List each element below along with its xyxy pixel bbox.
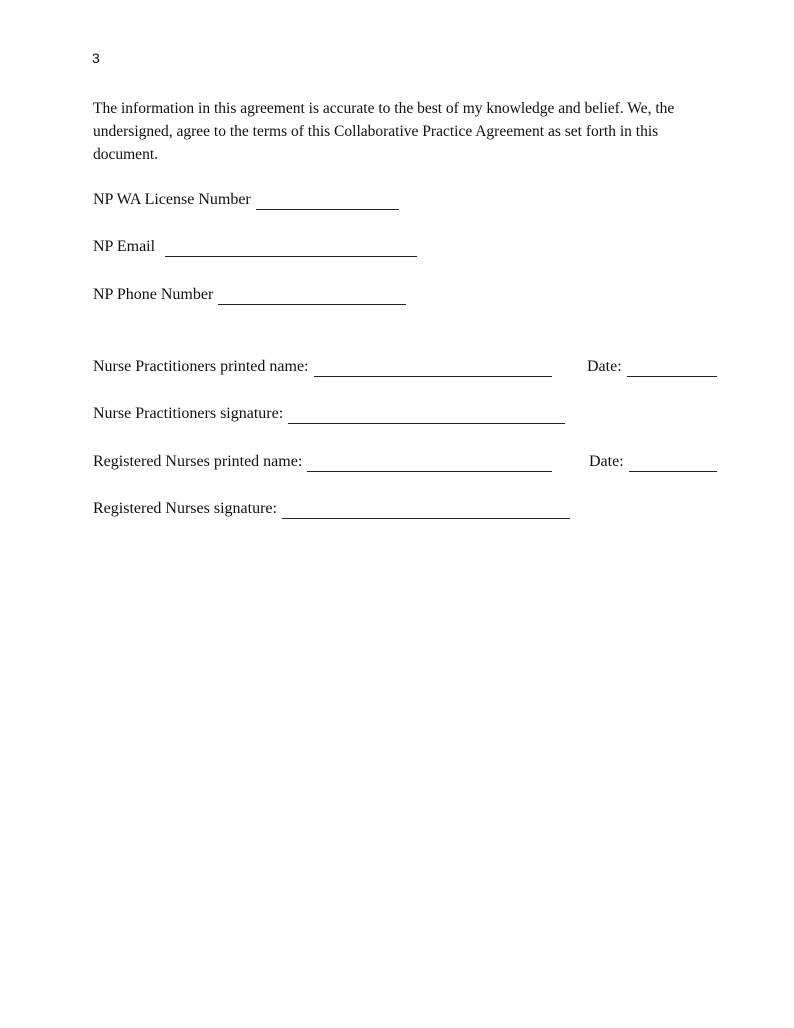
rn-printed-name-line[interactable] (307, 455, 552, 472)
np-email-field (93, 237, 417, 257)
np-date-label: Date: (587, 358, 622, 375)
np-signature-label: Nurse Practitioners signature: (93, 405, 284, 422)
np-email-line[interactable] (165, 240, 417, 257)
np-license-label: NP WA License Number (93, 191, 251, 208)
rn-signature-field (93, 499, 570, 519)
rn-signature-label: Registered Nurses signature: (93, 500, 277, 517)
np-phone-label: NP Phone Number (93, 286, 214, 303)
np-printed-name-field (93, 357, 552, 377)
rn-signature-line[interactable] (282, 502, 570, 519)
np-phone-field (93, 285, 406, 305)
np-license-line[interactable] (256, 193, 399, 210)
np-phone-line[interactable] (218, 288, 406, 305)
np-signature-field (93, 404, 565, 424)
agreement-statement: The information in this agreement is accurate to the best of my knowledge and belief. We, the undersigned, agree to the terms of this Collaborative Practice Agreement as set forth in this document. (93, 100, 675, 163)
rn-date-line[interactable] (629, 455, 717, 472)
np-printed-name-label: Nurse Practitioners printed name: (93, 358, 309, 375)
np-signature-line[interactable] (288, 407, 565, 424)
rn-date-field (589, 452, 717, 472)
rn-printed-name-label: Registered Nurses printed name: (93, 453, 303, 470)
rn-printed-name-field (93, 452, 552, 472)
np-date-field (587, 357, 717, 377)
np-printed-name-line[interactable] (314, 360, 552, 377)
np-date-line[interactable] (627, 360, 717, 377)
rn-date-label: Date: (589, 453, 624, 470)
np-license-field (93, 190, 399, 210)
page-number: 3 (92, 50, 100, 66)
np-email-label: NP Email (93, 238, 156, 255)
